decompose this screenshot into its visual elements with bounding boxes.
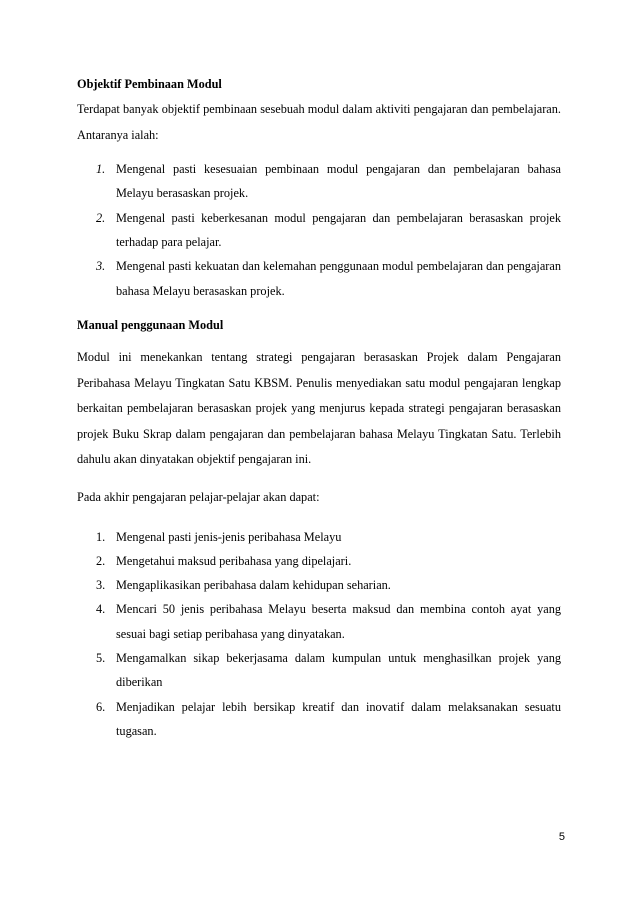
manual-paragraph: Modul ini menekankan tentang strategi pengajaran berasaskan Projek dalam Pengajaran Peribahasa Melayu Tingkatan Satu KBSM. Penulis menyediakan satu modul pengajaran lengkap berkaitan pembelajaran berasaskan projek yang menjurus kepada strategi pengajaran berasaskan projek Buku Skrap dalam pengajaran dan pembelajaran bahasa Melayu Tingkatan Satu. Terlebih dahulu akan dinyatakan objektif pengajaran ini.	[77, 349, 561, 467]
list-item-text: Mengamalkan sikap bekerjasama dalam kumpulan untuk menghasilkan projek yang diberikan	[116, 651, 561, 690]
list-item-number: 6.	[96, 699, 106, 714]
list-item	[77, 206, 561, 255]
page-number: 5	[558, 831, 565, 843]
section-heading-manual: Manual penggunaan Modul	[77, 317, 224, 332]
list-item	[77, 695, 561, 744]
list-item-number: 4.	[96, 602, 106, 617]
page-content	[77, 76, 561, 743]
goals-list	[77, 525, 561, 744]
list-item	[77, 525, 561, 549]
list-item-text: Menjadikan pelajar lebih bersikap kreatif dan inovatif dalam melaksanakan sesuatu tugasan.	[116, 699, 561, 738]
list-item-number: 3.	[96, 578, 106, 593]
list-item-number: 2.	[96, 553, 106, 568]
objectives-list	[77, 157, 561, 303]
list-item-number: 1.	[96, 162, 106, 177]
objectives-intro-paragraph: Terdapat banyak objektif pembinaan sesebuah modul dalam aktiviti pengajaran dan pembelajaran. Antaranya ialah:	[77, 102, 561, 142]
list-item	[77, 597, 561, 646]
list-item	[77, 646, 561, 695]
list-item-text: Mengetahui maksud peribahasa yang dipelajari.	[116, 553, 352, 568]
list-item-text: Mencari 50 jenis peribahasa Melayu beserta maksud dan membina contoh ayat yang sesuai bagi setiap peribahasa yang dinyatakan.	[116, 602, 561, 641]
list-item-number: 1.	[96, 529, 106, 544]
list-item	[77, 549, 561, 573]
list-item-number: 2.	[96, 210, 106, 225]
list-item-text: Mengenal pasti kesesuaian pembinaan modul pengajaran dan pembelajaran bahasa Melayu berasaskan projek.	[116, 162, 561, 201]
list-item-number: 5.	[96, 651, 106, 666]
list-item-text: Mengenal pasti kekuatan dan kelemahan penggunaan modul pembelajaran dan pengajaran bahasa Melayu berasaskan projek.	[116, 259, 561, 298]
list-item-number: 3.	[96, 259, 106, 274]
list-item-text: Mengenal pasti jenis-jenis peribahasa Melayu	[116, 529, 342, 544]
goals-intro-paragraph: Pada akhir pengajaran pelajar-pelajar akan dapat:	[77, 489, 320, 504]
list-item	[77, 573, 561, 597]
list-item-text: Mengenal pasti keberkesanan modul pengajaran dan pembelajaran berasaskan projek terhadap para pelajar.	[116, 210, 561, 250]
list-item	[77, 254, 561, 303]
section-heading-objectives: Objektif Pembinaan Modul	[77, 77, 222, 91]
list-item-text: Mengaplikasikan peribahasa dalam kehidupan seharian.	[116, 578, 391, 593]
list-item	[77, 157, 561, 206]
